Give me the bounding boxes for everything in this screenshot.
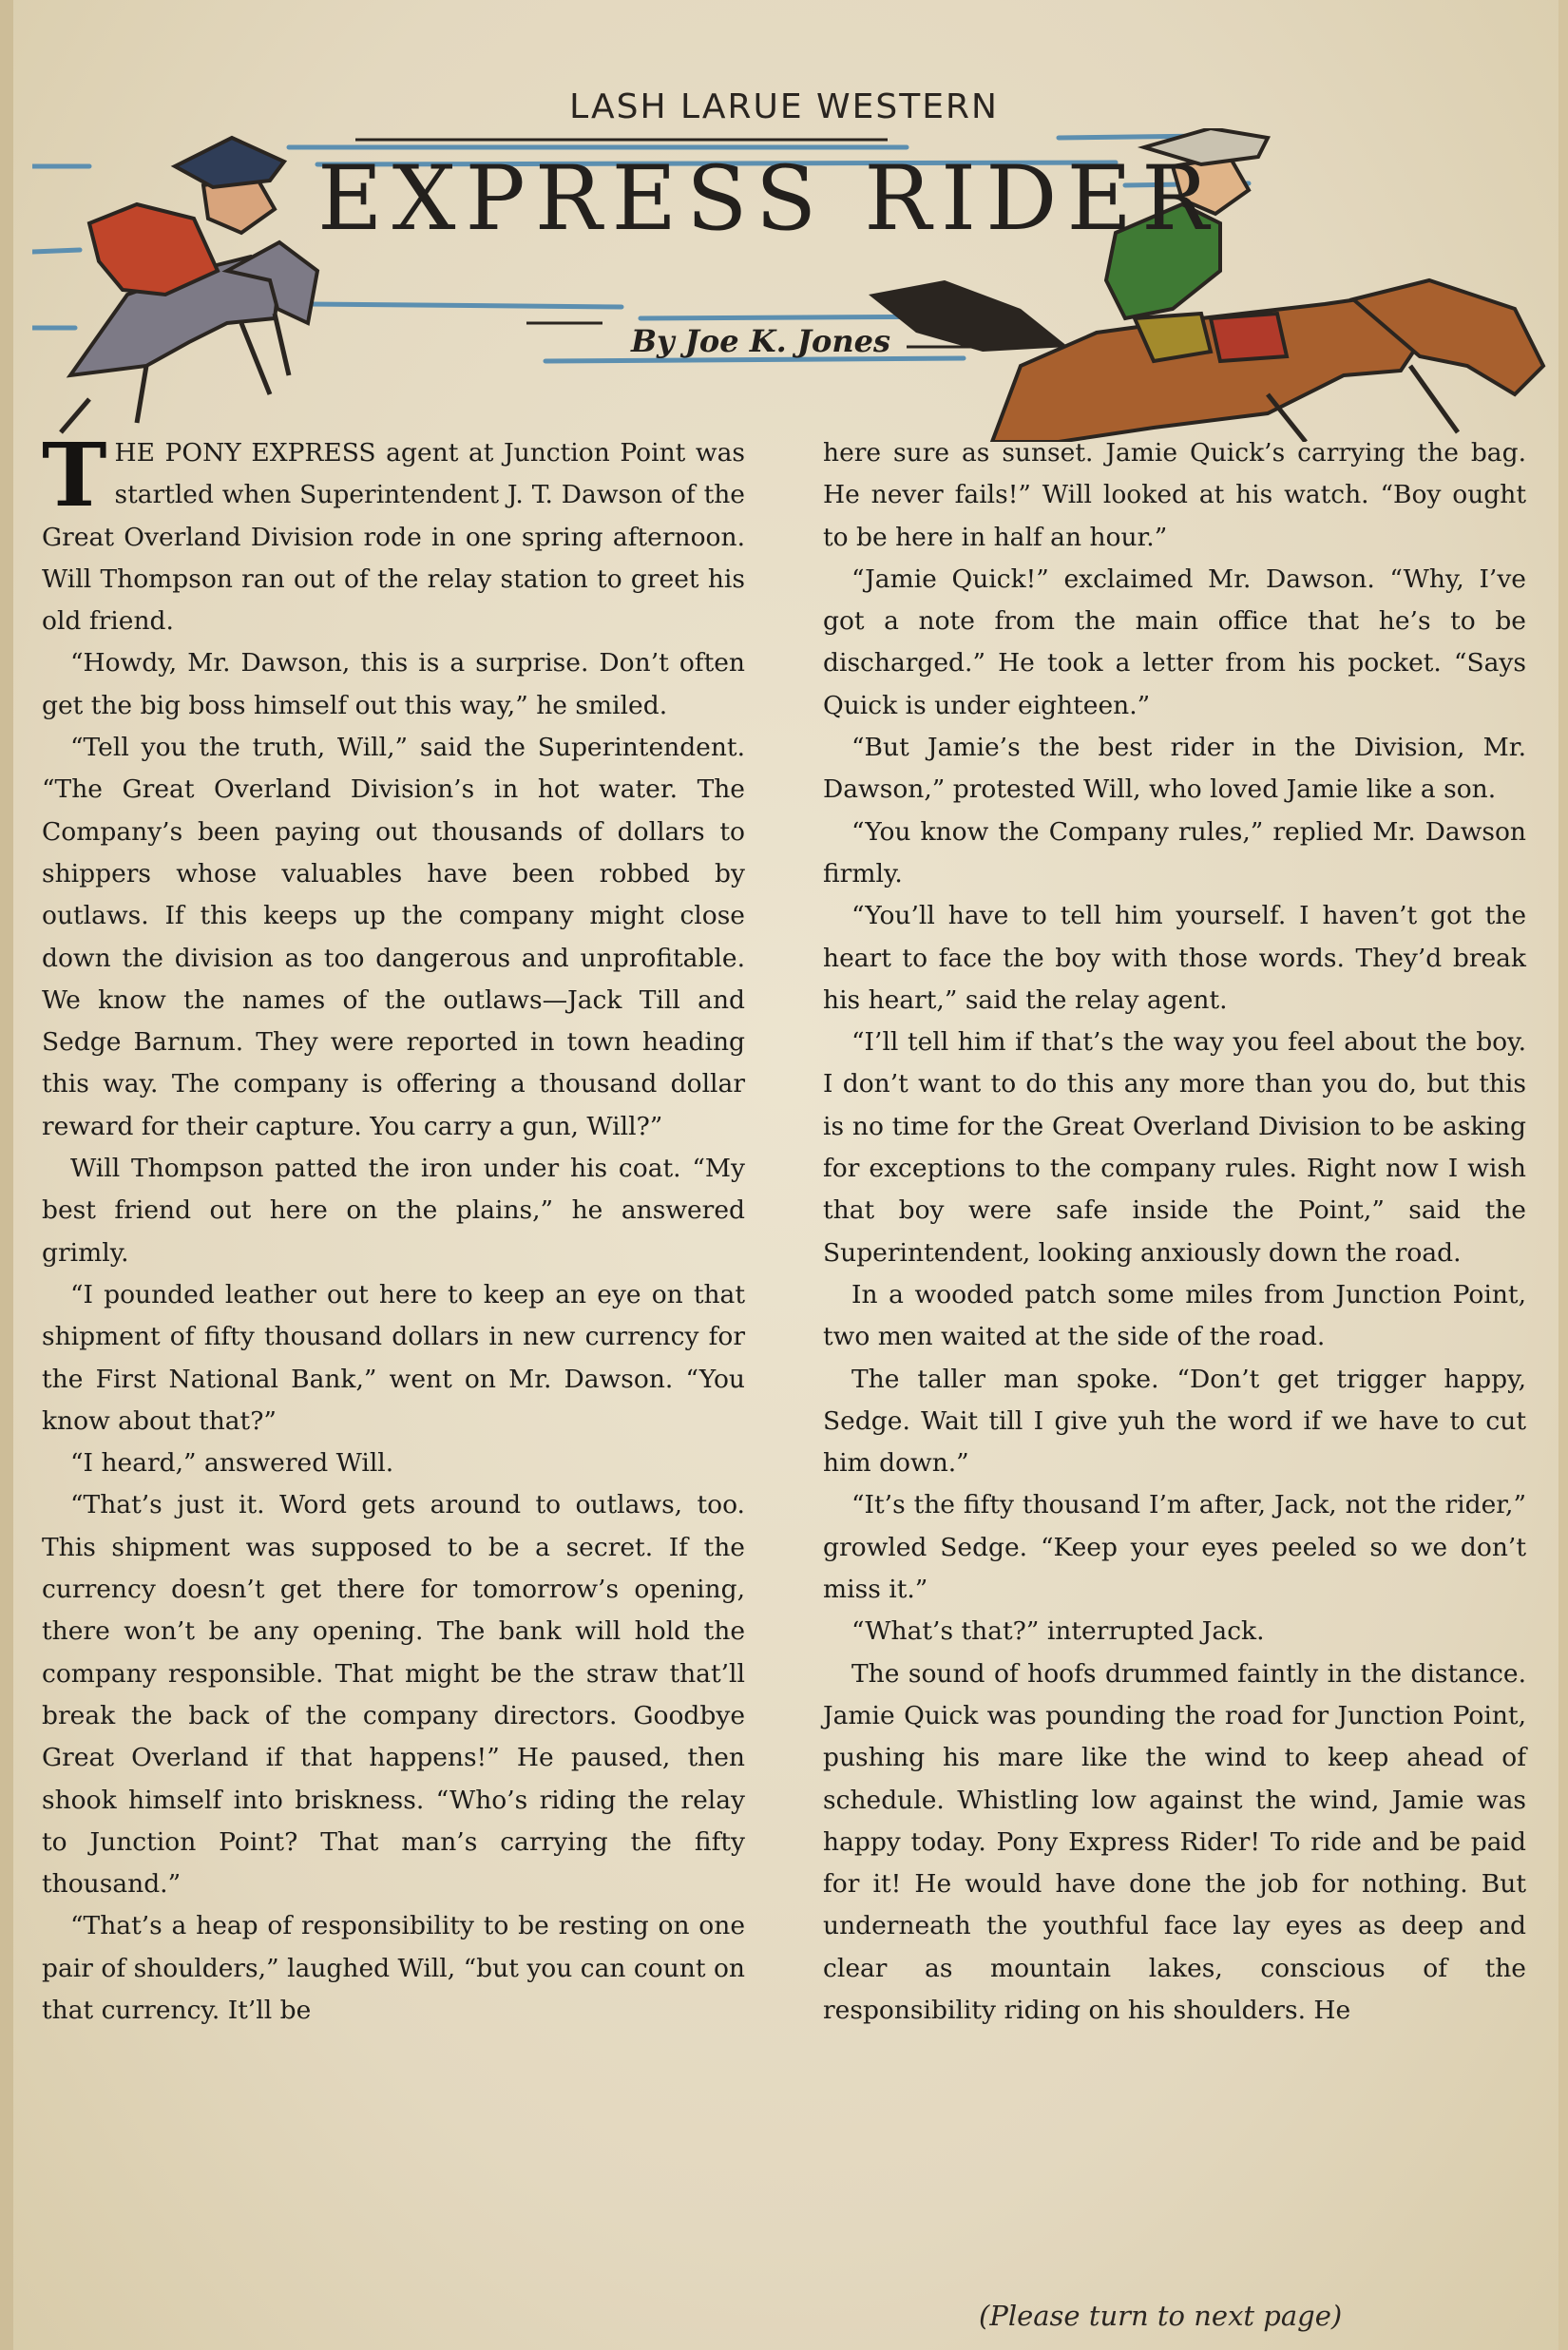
title-banner: [32, 128, 1553, 442]
paragraph: “Jamie Quick!” exclaimed Mr. Dawson. “Why, I’ve got a note from the main office that he’s to be discharged.” He took a letter from his pocket. “Says Quick is under eighteen.”: [823, 564, 1526, 720]
page-edge-right: [1558, 0, 1568, 2350]
paragraph: “You’ll have to tell him yourself. I haven’t got the heart to face the boy with those words. They’d break his heart,” said the relay agent.: [823, 901, 1526, 1015]
paragraph-text: HE PONY EXPRESS agent at Junction Point was startled when Superintendent J. T. Dawson of the Great Overland Division rode in one spring afternoon. Will Thompson ran out of the relay station to greet his old friend.: [42, 438, 745, 637]
series-title: LASH LARUE WESTERN: [569, 87, 999, 126]
left-rider-illustration: [61, 138, 317, 432]
paragraph: “What’s that?” interrupted Jack.: [851, 1616, 1265, 1647]
continued-note: (Please turn to next page): [979, 2300, 1343, 2332]
page-edge-left: [0, 0, 13, 2350]
paragraph: Will Thompson patted the iron under his coat. “My best friend out here on the plains,” he answered grimly.: [42, 1154, 745, 1268]
paragraph: “That’s just it. Word gets around to outlaws, too. This shipment was supposed to be a secret. If the currency doesn’t get there for tomorrow’s opening, there won’t be any opening. The bank will hold the company responsible. That might be the straw that’ll break the back of the company directors. Goodbye Great Overland if that happens!” He paused, then shook himself into briskness. “Who’s riding the relay to Junction Point? That man’s carrying the fifty thousand.”: [42, 1490, 745, 1900]
paragraph: “You know the Company rules,” replied Mr. Dawson firmly.: [823, 816, 1526, 888]
paragraph: The sound of hoofs drummed faintly in the distance. Jamie Quick was pounding the road for Junction Point, pushing his mare like the wind to keep ahead of schedule. Whistling low against the wind, Jamie was happy today. Pony Express Rider! To ride and be paid for it! He would have done the job for nothing. But underneath the youthful face lay eyes as deep and clear as mountain lakes, conscious of the responsibility riding on his shoulders. He: [823, 1658, 1526, 2025]
paragraph: “Howdy, Mr. Dawson, this is a surprise. Don’t often get the big boss himself out this way,” he smiled.: [42, 648, 745, 720]
left-column: [42, 424, 745, 2032]
right-column: [823, 432, 1526, 2032]
paragraph: “Tell you the truth, Will,” said the Superintendent. “The Great Overland Division’s in hot water. The Company’s been paying out thousands of dollars to shippers whose valuables have been robbed by outlaws. If this keeps up the company might close down the division as too dangerous and unprofitable. We know the names of the outlaws—Jack Till and Sedge Barnum. They were reported in town heading this way. The company is offering a thousand dollar reward for their capture. You carry a gun, Will?”: [42, 733, 745, 1141]
paragraph: “I’ll tell him if that’s the way you feel about the boy. I don’t want to do this any more than you do, but this is no time for the Great Overland Division to be asking for exceptions to the company rules. Right now I wish that boy were safe inside the Point,” said the Superintendent, looking anxiously down the road.: [823, 1027, 1526, 1268]
paragraph: “I pounded leather out here to keep an eye on that shipment of fifty thousand dollars in new currency for the First National Bank,” went on Mr. Dawson. “You know about that?”: [42, 1279, 745, 1436]
story-title: EXPRESS RIDER: [317, 147, 1218, 251]
paragraph: [42, 424, 745, 642]
paragraph: here sure as sunset. Jamie Quick’s carrying the bag. He never fails!” Will looked at his watch. “Boy ought to be here in half an hour.”: [823, 438, 1526, 552]
drop-cap: T: [42, 424, 107, 526]
paragraph: “That’s a heap of responsibility to be resting on one pair of shoulders,” laughed Will, “but you can count on that currency. It’ll be: [42, 1911, 745, 2025]
paragraph: “It’s the fifty thousand I’m after, Jack, not the rider,” growled Sedge. “Keep your eyes peeled so we don’t miss it.”: [823, 1490, 1526, 1605]
paragraph: “I heard,” answered Will.: [70, 1448, 394, 1479]
paragraph: “But Jamie’s the best rider in the Division, Mr. Dawson,” protested Will, who loved Jamie like a son.: [823, 733, 1526, 805]
byline: By Joe K. Jones: [631, 323, 890, 359]
paragraph: The taller man spoke. “Don’t get trigger happy, Sedge. Wait till I give yuh the word if we have to cut him down.”: [823, 1364, 1526, 1479]
paragraph: In a wooded patch some miles from Junction Point, two men waited at the side of the road.: [823, 1279, 1526, 1352]
